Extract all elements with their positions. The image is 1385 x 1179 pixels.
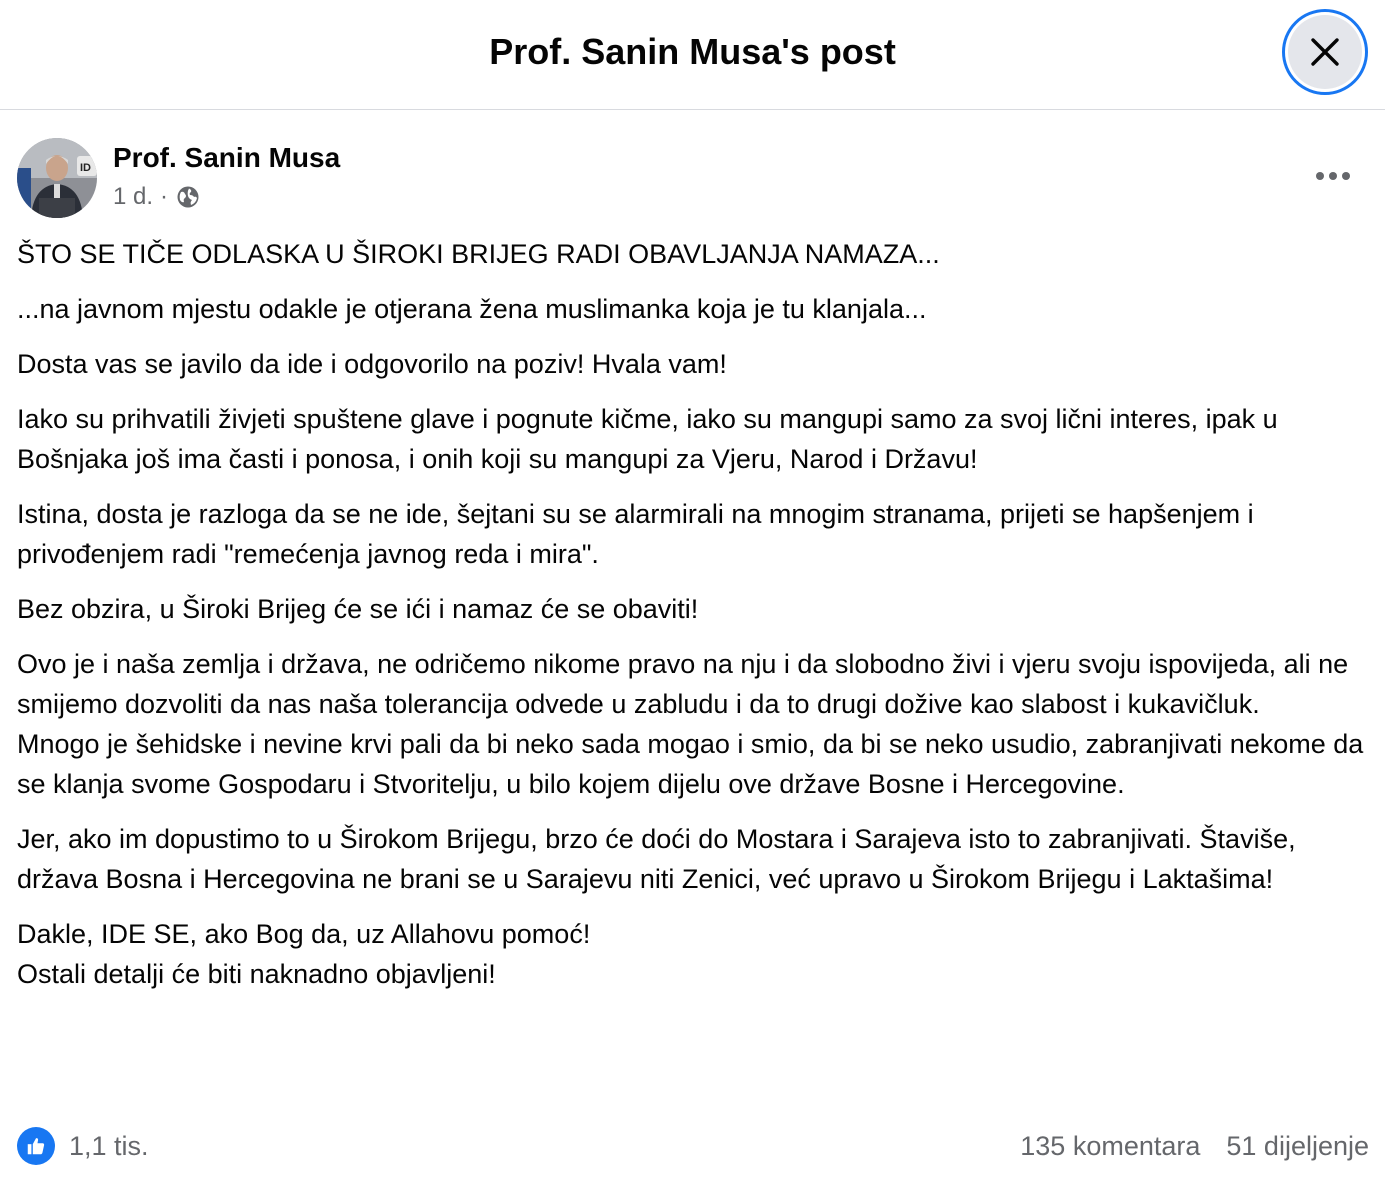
meta-separator: · xyxy=(160,183,169,210)
post-paragraph: Istina, dosta je razloga da se ne ide, šejtani su se alarmirali na mnogim stranama, prijeti se hapšenjem i privođenjem radi "remećenja javnog reda i mira". xyxy=(17,499,1254,569)
post-paragraph: ...na javnom mjestu odakle je otjerana žena muslimanka koja je tu klanjala... xyxy=(17,294,927,324)
engagement-stats xyxy=(1020,1131,1369,1162)
reactions-summary[interactable] xyxy=(17,1127,149,1165)
dialog-title: Prof. Sanin Musa's post xyxy=(489,31,896,72)
author-name[interactable]: Prof. Sanin Musa xyxy=(113,142,341,173)
post-paragraph: Dosta vas se javilo da ide i odgovorilo na poziv! Hvala vam! xyxy=(17,349,727,379)
post-paragraph: Jer, ako im dopustimo to u Širokom Brijegu, brzo će doći do Mostara i Sarajeva isto to zabranjivati. Štaviše, država Bosna i Hercegovina ne brani se u Sarajevu niti Zenici, već upravo u Širokom Brijegu i Laktašima! xyxy=(17,824,1296,894)
close-button-inner xyxy=(1288,15,1362,89)
shares-count[interactable]: 51 dijeljenje xyxy=(1226,1130,1369,1161)
post-paragraph: Bez obzira, u Široki Brijeg će se ići i namaz će se obaviti! xyxy=(17,594,699,624)
like-icon xyxy=(17,1127,55,1165)
post-paragraph: Ovo je i naša zemlja i država, ne odričemo nikome pravo na nju i da slobodno živi i vjeru svoju ispovijeda, ali ne smijemo dozvoliti da nas naša tolerancija odvede u zabludu i da to drugi dožive kao slabost i kukavičluk. Mnogo je šehidske i nevine krvi pali da bi neko sada mogao i smio, da bi se neko usudio, zabranjivati nekome da se klanja svome Gospodaru i Stvoritelju, u bilo kojem dijelu ove države Bosne i Hercegovine. xyxy=(17,649,1364,799)
post-paragraph: Dakle, IDE SE, ako Bog da, uz Allahovu pomoć! Ostali detalji će biti naknadno objavljeni! xyxy=(17,919,591,989)
close-icon xyxy=(1310,37,1340,67)
globe-icon[interactable] xyxy=(176,185,200,209)
more-options-icon-dot xyxy=(1342,172,1350,180)
post-text xyxy=(17,234,1372,1009)
post-paragraph: ŠTO SE TIČE ODLASKA U ŠIROKI BRIJEG RADI OBAVLJANJA NAMAZA... xyxy=(17,239,940,269)
avatar-image xyxy=(17,138,97,218)
thumbs-up-icon xyxy=(25,1135,47,1157)
reaction-count: 1,1 tis. xyxy=(69,1130,149,1161)
close-button[interactable] xyxy=(1282,9,1368,95)
dialog-header xyxy=(0,0,1385,110)
more-options-icon-dot xyxy=(1329,172,1337,180)
post-time[interactable]: 1 d. xyxy=(113,183,154,210)
more-options-icon xyxy=(1316,172,1324,180)
post-paragraph: Iako su prihvatili živjeti spuštene glave i pognute kičme, iako su mangupi samo za svoj lični interes, ipak u Bošnjaka još ima časti i ponosa, i onih koji su mangupi za Vjeru, Narod i Državu! xyxy=(17,404,1278,474)
comments-count[interactable]: 135 komentara xyxy=(1020,1130,1201,1161)
post-footer xyxy=(17,1124,1369,1168)
more-options-button[interactable] xyxy=(1306,158,1360,194)
svg-text:ID: ID xyxy=(80,162,91,174)
author-avatar[interactable] xyxy=(17,138,97,218)
post-meta xyxy=(113,182,200,212)
